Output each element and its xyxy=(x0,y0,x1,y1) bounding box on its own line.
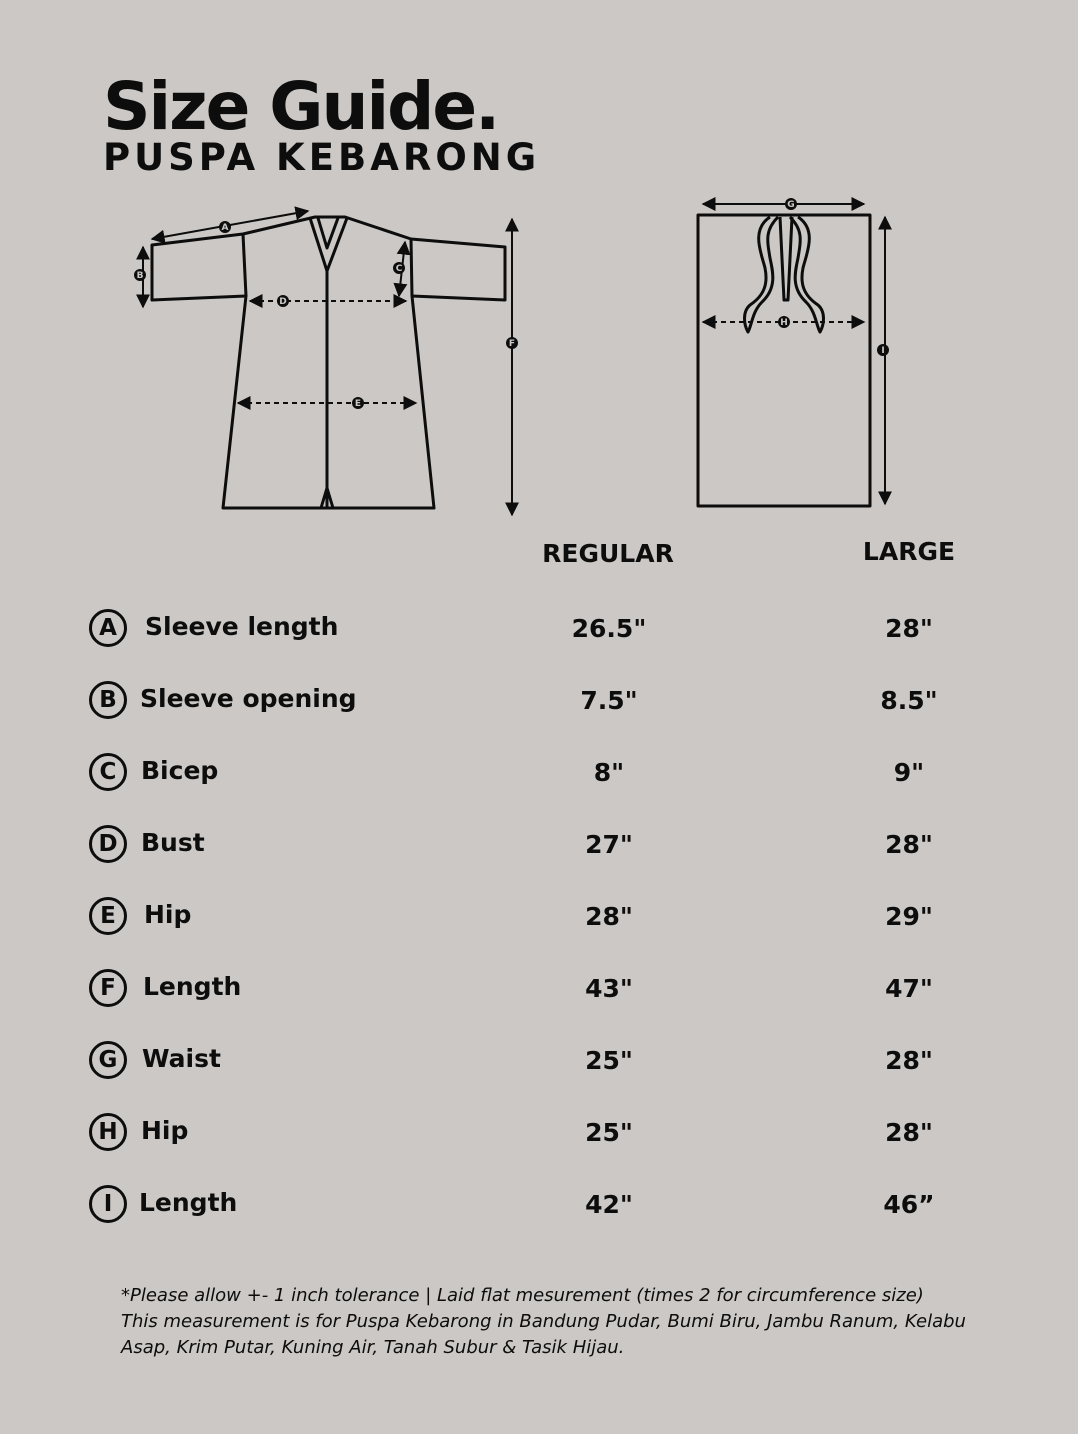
large-value: 28" xyxy=(885,1118,933,1147)
large-value: 46” xyxy=(883,1190,935,1219)
regular-value: 28" xyxy=(585,902,633,931)
table-row xyxy=(0,1184,1078,1224)
row-label: Bicep xyxy=(141,756,219,785)
table-row xyxy=(0,752,1078,792)
marker-d xyxy=(277,295,289,307)
garment-diagram xyxy=(0,0,1078,530)
regular-value: 8" xyxy=(593,758,625,787)
letter-badge: C xyxy=(89,753,127,791)
letter-badge: D xyxy=(89,825,127,863)
letter-badge: G xyxy=(89,1041,127,1079)
svg-text:H: H xyxy=(780,318,788,328)
table-row xyxy=(0,896,1078,936)
row-label: Waist xyxy=(142,1044,221,1073)
skirt-garment-outline xyxy=(698,215,870,506)
table-row xyxy=(0,1112,1078,1152)
large-value: 29" xyxy=(885,902,933,931)
marker-b xyxy=(134,269,146,281)
row-label: Hip xyxy=(141,1116,189,1145)
table-row xyxy=(0,1040,1078,1080)
regular-value: 25" xyxy=(585,1118,633,1147)
large-value: 28" xyxy=(885,830,933,859)
regular-value: 7.5" xyxy=(580,686,638,715)
table-row xyxy=(0,824,1078,864)
row-label: Sleeve length xyxy=(145,612,339,641)
marker-e xyxy=(352,397,364,409)
marker-g xyxy=(785,198,797,210)
large-value: 47" xyxy=(885,974,933,1003)
letter-badge: H xyxy=(89,1113,127,1151)
skirt-measure-lines xyxy=(703,204,885,504)
large-value: 9" xyxy=(893,758,925,787)
marker-h xyxy=(778,316,790,328)
svg-text:A: A xyxy=(221,223,229,233)
row-label: Length xyxy=(143,972,242,1001)
letter-badge: B xyxy=(89,681,127,719)
row-label: Bust xyxy=(141,828,205,857)
regular-value: 25" xyxy=(585,1046,633,1075)
svg-text:D: D xyxy=(279,297,287,307)
regular-value: 42" xyxy=(585,1190,633,1219)
column-header-large: LARGE xyxy=(862,537,956,566)
marker-c xyxy=(393,262,405,274)
regular-value: 27" xyxy=(585,830,633,859)
column-header-regular: REGULAR xyxy=(542,539,674,568)
letter-badge: E xyxy=(89,897,127,935)
row-label: Hip xyxy=(144,900,192,929)
product-name: PUSPA KEBARONG xyxy=(103,136,541,179)
letter-badge: I xyxy=(89,1185,127,1223)
svg-text:I: I xyxy=(881,346,885,356)
svg-text:E: E xyxy=(354,399,362,409)
tolerance-note: *Please allow +- 1 inch tolerance | Laid flat mesurement (times 2 for circumference size) xyxy=(121,1285,924,1306)
regular-value: 43" xyxy=(585,974,633,1003)
large-value: 8.5" xyxy=(880,686,938,715)
svg-text:G: G xyxy=(787,200,795,210)
letter-badge: F xyxy=(89,969,127,1007)
footnote xyxy=(121,1283,981,1361)
table-row xyxy=(0,968,1078,1008)
row-label: Sleeve opening xyxy=(140,684,357,713)
table-row xyxy=(0,680,1078,720)
row-label: Length xyxy=(139,1188,238,1217)
large-value: 28" xyxy=(885,1046,933,1075)
page-title: Size Guide. xyxy=(103,68,499,145)
marker-a xyxy=(219,221,231,233)
table-row xyxy=(0,608,1078,648)
marker-i xyxy=(877,344,889,356)
colorway-note: This measurement is for Puspa Kebarong in Bandung Pudar, Bumi Biru, Jambu Ranum, Kelabu Asap, Krim Putar, Kuning Air, Tanah Subur & Tasik Hijau. xyxy=(121,1311,966,1358)
marker-f xyxy=(506,337,518,349)
large-value: 28" xyxy=(885,614,933,643)
letter-badge: A xyxy=(89,609,127,647)
top-garment-outline xyxy=(152,217,505,508)
svg-text:F: F xyxy=(508,339,516,349)
regular-value: 26.5" xyxy=(571,614,647,643)
svg-text:C: C xyxy=(395,264,403,274)
svg-text:B: B xyxy=(136,271,144,281)
